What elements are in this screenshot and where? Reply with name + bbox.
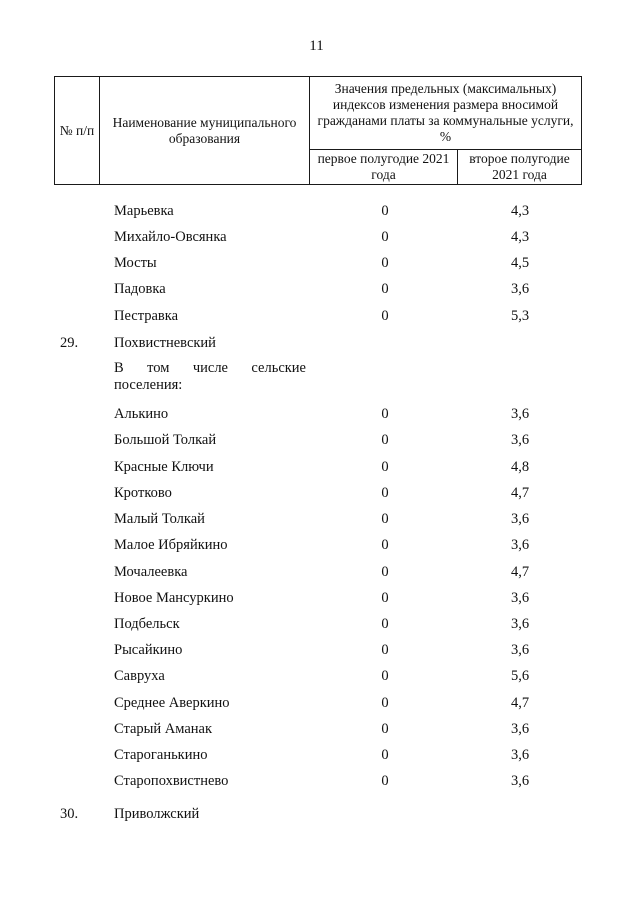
row-name: Среднее Аверкино [114, 695, 230, 711]
row-first-half: 0 [381, 229, 389, 245]
row-second-half: 3,6 [510, 747, 530, 763]
row-name: Мочалеевка [114, 564, 188, 580]
row-second-half: 3,6 [510, 537, 530, 553]
row-name: Большой Толкай [114, 432, 217, 448]
header-col-first-half: первое полугодие 2021 года [310, 150, 458, 185]
row-first-half: 0 [381, 485, 389, 501]
row-first-half: 0 [381, 616, 389, 632]
header-col-number: № п/п [55, 77, 100, 185]
row-name: Марьевка [114, 203, 174, 219]
row-first-half: 0 [381, 642, 389, 658]
row-name: Михайло-Овсянка [114, 229, 227, 245]
row-second-half: 4,5 [510, 255, 530, 271]
row-first-half: 0 [381, 747, 389, 763]
row-name: Малый Толкай [114, 511, 205, 527]
row-first-half: 0 [381, 773, 389, 789]
row-name: Старопохвистнево [114, 773, 229, 789]
row-second-half: 3,6 [510, 642, 530, 658]
row-name: Красные Ключи [114, 459, 214, 475]
district-name: Похвистневский [114, 335, 216, 351]
settlements-note: В том числе сельские поселения: [114, 360, 306, 393]
row-second-half: 5,3 [510, 308, 530, 324]
row-second-half: 3,6 [510, 721, 530, 737]
district-name: Приволжский [114, 806, 200, 822]
row-name: Алькино [114, 406, 169, 422]
district-number: 29. [60, 335, 79, 351]
row-name: Рысайкино [114, 642, 183, 658]
row-first-half: 0 [381, 695, 389, 711]
row-first-half: 0 [381, 590, 389, 606]
row-first-half: 0 [381, 511, 389, 527]
row-second-half: 5,6 [510, 668, 530, 684]
row-first-half: 0 [381, 537, 389, 553]
district-number: 30. [60, 806, 79, 822]
row-second-half: 3,6 [510, 432, 530, 448]
row-first-half: 0 [381, 668, 389, 684]
page-number: 11 [309, 38, 324, 54]
row-second-half: 4,7 [510, 564, 530, 580]
table-header [54, 76, 582, 185]
row-name: Новое Мансуркино [114, 590, 234, 606]
row-name: Старый Аманак [114, 721, 213, 737]
row-second-half: 3,6 [510, 590, 530, 606]
row-second-half: 3,6 [510, 616, 530, 632]
row-first-half: 0 [381, 432, 389, 448]
row-second-half: 3,6 [510, 511, 530, 527]
row-first-half: 0 [381, 406, 389, 422]
header-col-second-half: второе полугодие 2021 года [458, 150, 582, 185]
row-second-half: 3,6 [510, 406, 530, 422]
row-first-half: 0 [381, 281, 389, 297]
row-second-half: 3,6 [510, 773, 530, 789]
row-second-half: 4,3 [510, 203, 530, 219]
row-second-half: 4,7 [510, 485, 530, 501]
row-first-half: 0 [381, 721, 389, 737]
row-first-half: 0 [381, 203, 389, 219]
row-second-half: 4,7 [510, 695, 530, 711]
row-first-half: 0 [381, 564, 389, 580]
row-name: Пестравка [114, 308, 179, 324]
row-first-half: 0 [381, 255, 389, 271]
row-second-half: 4,3 [510, 229, 530, 245]
row-name: Кротково [114, 485, 172, 501]
row-name: Мосты [114, 255, 157, 271]
header-col-values: Значения предельных (максимальных) индексов изменения размера вносимой гражданами платы за коммунальные услуги, % [310, 77, 582, 150]
row-name: Подбельск [114, 616, 180, 632]
row-first-half: 0 [381, 308, 389, 324]
row-second-half: 3,6 [510, 281, 530, 297]
row-name: Савруха [114, 668, 165, 684]
row-second-half: 4,8 [510, 459, 530, 475]
header-col-name: Наименование муниципального образования [100, 77, 310, 185]
row-first-half: 0 [381, 459, 389, 475]
row-name: Староганькино [114, 747, 208, 763]
row-name: Падовка [114, 281, 166, 297]
row-name: Малое Ибряйкино [114, 537, 228, 553]
